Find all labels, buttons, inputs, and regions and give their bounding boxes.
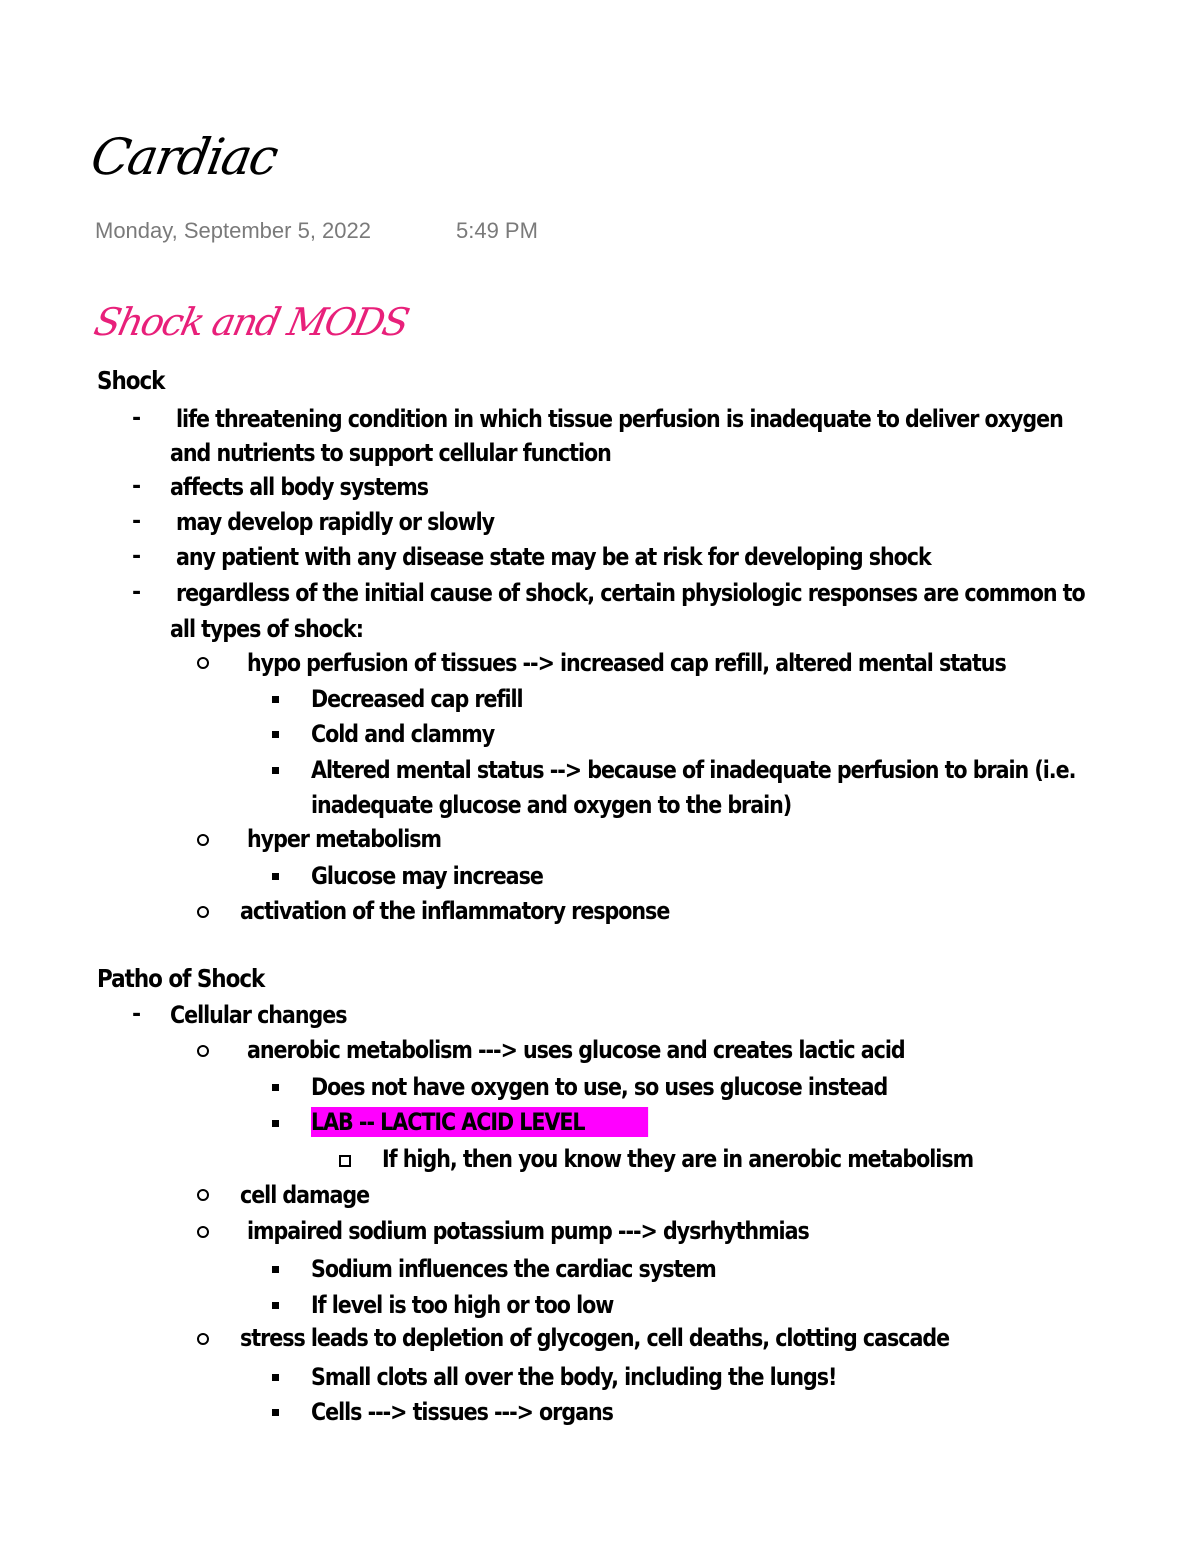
square-bullet: [272, 1266, 279, 1273]
dash-bullet: -: [132, 406, 142, 431]
list-item: If level is too high or too low: [311, 1291, 614, 1319]
list-item: Cold and clammy: [311, 720, 495, 748]
square-bullet: [272, 1120, 279, 1127]
square-bullet: [272, 1409, 279, 1416]
circle-bullet: [197, 1045, 209, 1057]
dash-bullet: -: [132, 1002, 142, 1027]
circle-bullet: [197, 1333, 209, 1345]
list-item: Glucose may increase: [311, 862, 543, 890]
list-item: Sodium influences the cardiac system: [311, 1255, 716, 1283]
circle-bullet: [197, 1189, 209, 1201]
list-item: regardless of the initial cause of shock, certain physiologic responses are common to: [176, 579, 1085, 607]
list-item: all types of shock:: [170, 615, 363, 643]
circle-bullet: [197, 657, 209, 669]
list-item: Does not have oxygen to use, so uses glucose instead: [311, 1073, 888, 1101]
list-item: activation of the inflammatory response: [240, 897, 670, 925]
square-bullet: [272, 873, 279, 880]
circle-bullet: [197, 834, 209, 846]
list-item: Cellular changes: [170, 1001, 347, 1029]
list-item: affects all body systems: [170, 473, 429, 501]
list-item: life threatening condition in which tissue perfusion is inadequate to deliver oxygen: [176, 405, 1063, 433]
list-item: cell damage: [240, 1181, 370, 1209]
square-bullet: [272, 696, 279, 703]
list-item: stress leads to depletion of glycogen, cell deaths, clotting cascade: [240, 1324, 950, 1352]
list-item: and nutrients to support cellular function: [170, 439, 611, 467]
square-bullet: [272, 767, 279, 774]
list-item: any patient with any disease state may be at risk for developing shock: [176, 543, 931, 571]
list-item: may develop rapidly or slowly: [176, 508, 495, 536]
list-item: Altered mental status --> because of inadequate perfusion to brain (i.e.: [311, 756, 1076, 784]
shock-heading: Shock: [97, 366, 165, 395]
square-bullet: [272, 1084, 279, 1091]
circle-bullet: [197, 1226, 209, 1238]
dash-bullet: -: [132, 544, 142, 569]
note-time: 5:49 PM: [456, 218, 538, 243]
section-heading: Shock and MODS: [90, 300, 412, 344]
hollow-square-bullet: [339, 1155, 351, 1167]
list-item: impaired sodium potassium pump ---> dysrhythmias: [247, 1217, 809, 1245]
list-item: hypo perfusion of tissues --> increased cap refill, altered mental status: [247, 649, 1006, 677]
list-item: Small clots all over the body, including the lungs!: [311, 1363, 837, 1391]
list-item: Decreased cap refill: [311, 685, 523, 713]
square-bullet: [272, 1302, 279, 1309]
page-title: Cardiac: [86, 128, 281, 186]
dash-bullet: -: [132, 509, 142, 534]
list-item: anerobic metabolism ---> uses glucose and creates lactic acid: [247, 1036, 905, 1064]
patho-heading: Patho of Shock: [97, 964, 265, 993]
list-item: hyper metabolism: [247, 825, 441, 853]
list-item: If high, then you know they are in anerobic metabolism: [382, 1145, 974, 1173]
list-item: Cells ---> tissues ---> organs: [311, 1398, 613, 1426]
square-bullet: [272, 731, 279, 738]
square-bullet: [272, 1374, 279, 1381]
dash-bullet: -: [132, 580, 142, 605]
note-date: Monday, September 5, 2022: [95, 218, 371, 243]
highlighted-lab-text: LAB -- LACTIC ACID LEVEL: [311, 1107, 648, 1137]
list-item: inadequate glucose and oxygen to the brain): [311, 791, 792, 819]
dash-bullet: -: [132, 474, 142, 499]
circle-bullet: [197, 906, 209, 918]
